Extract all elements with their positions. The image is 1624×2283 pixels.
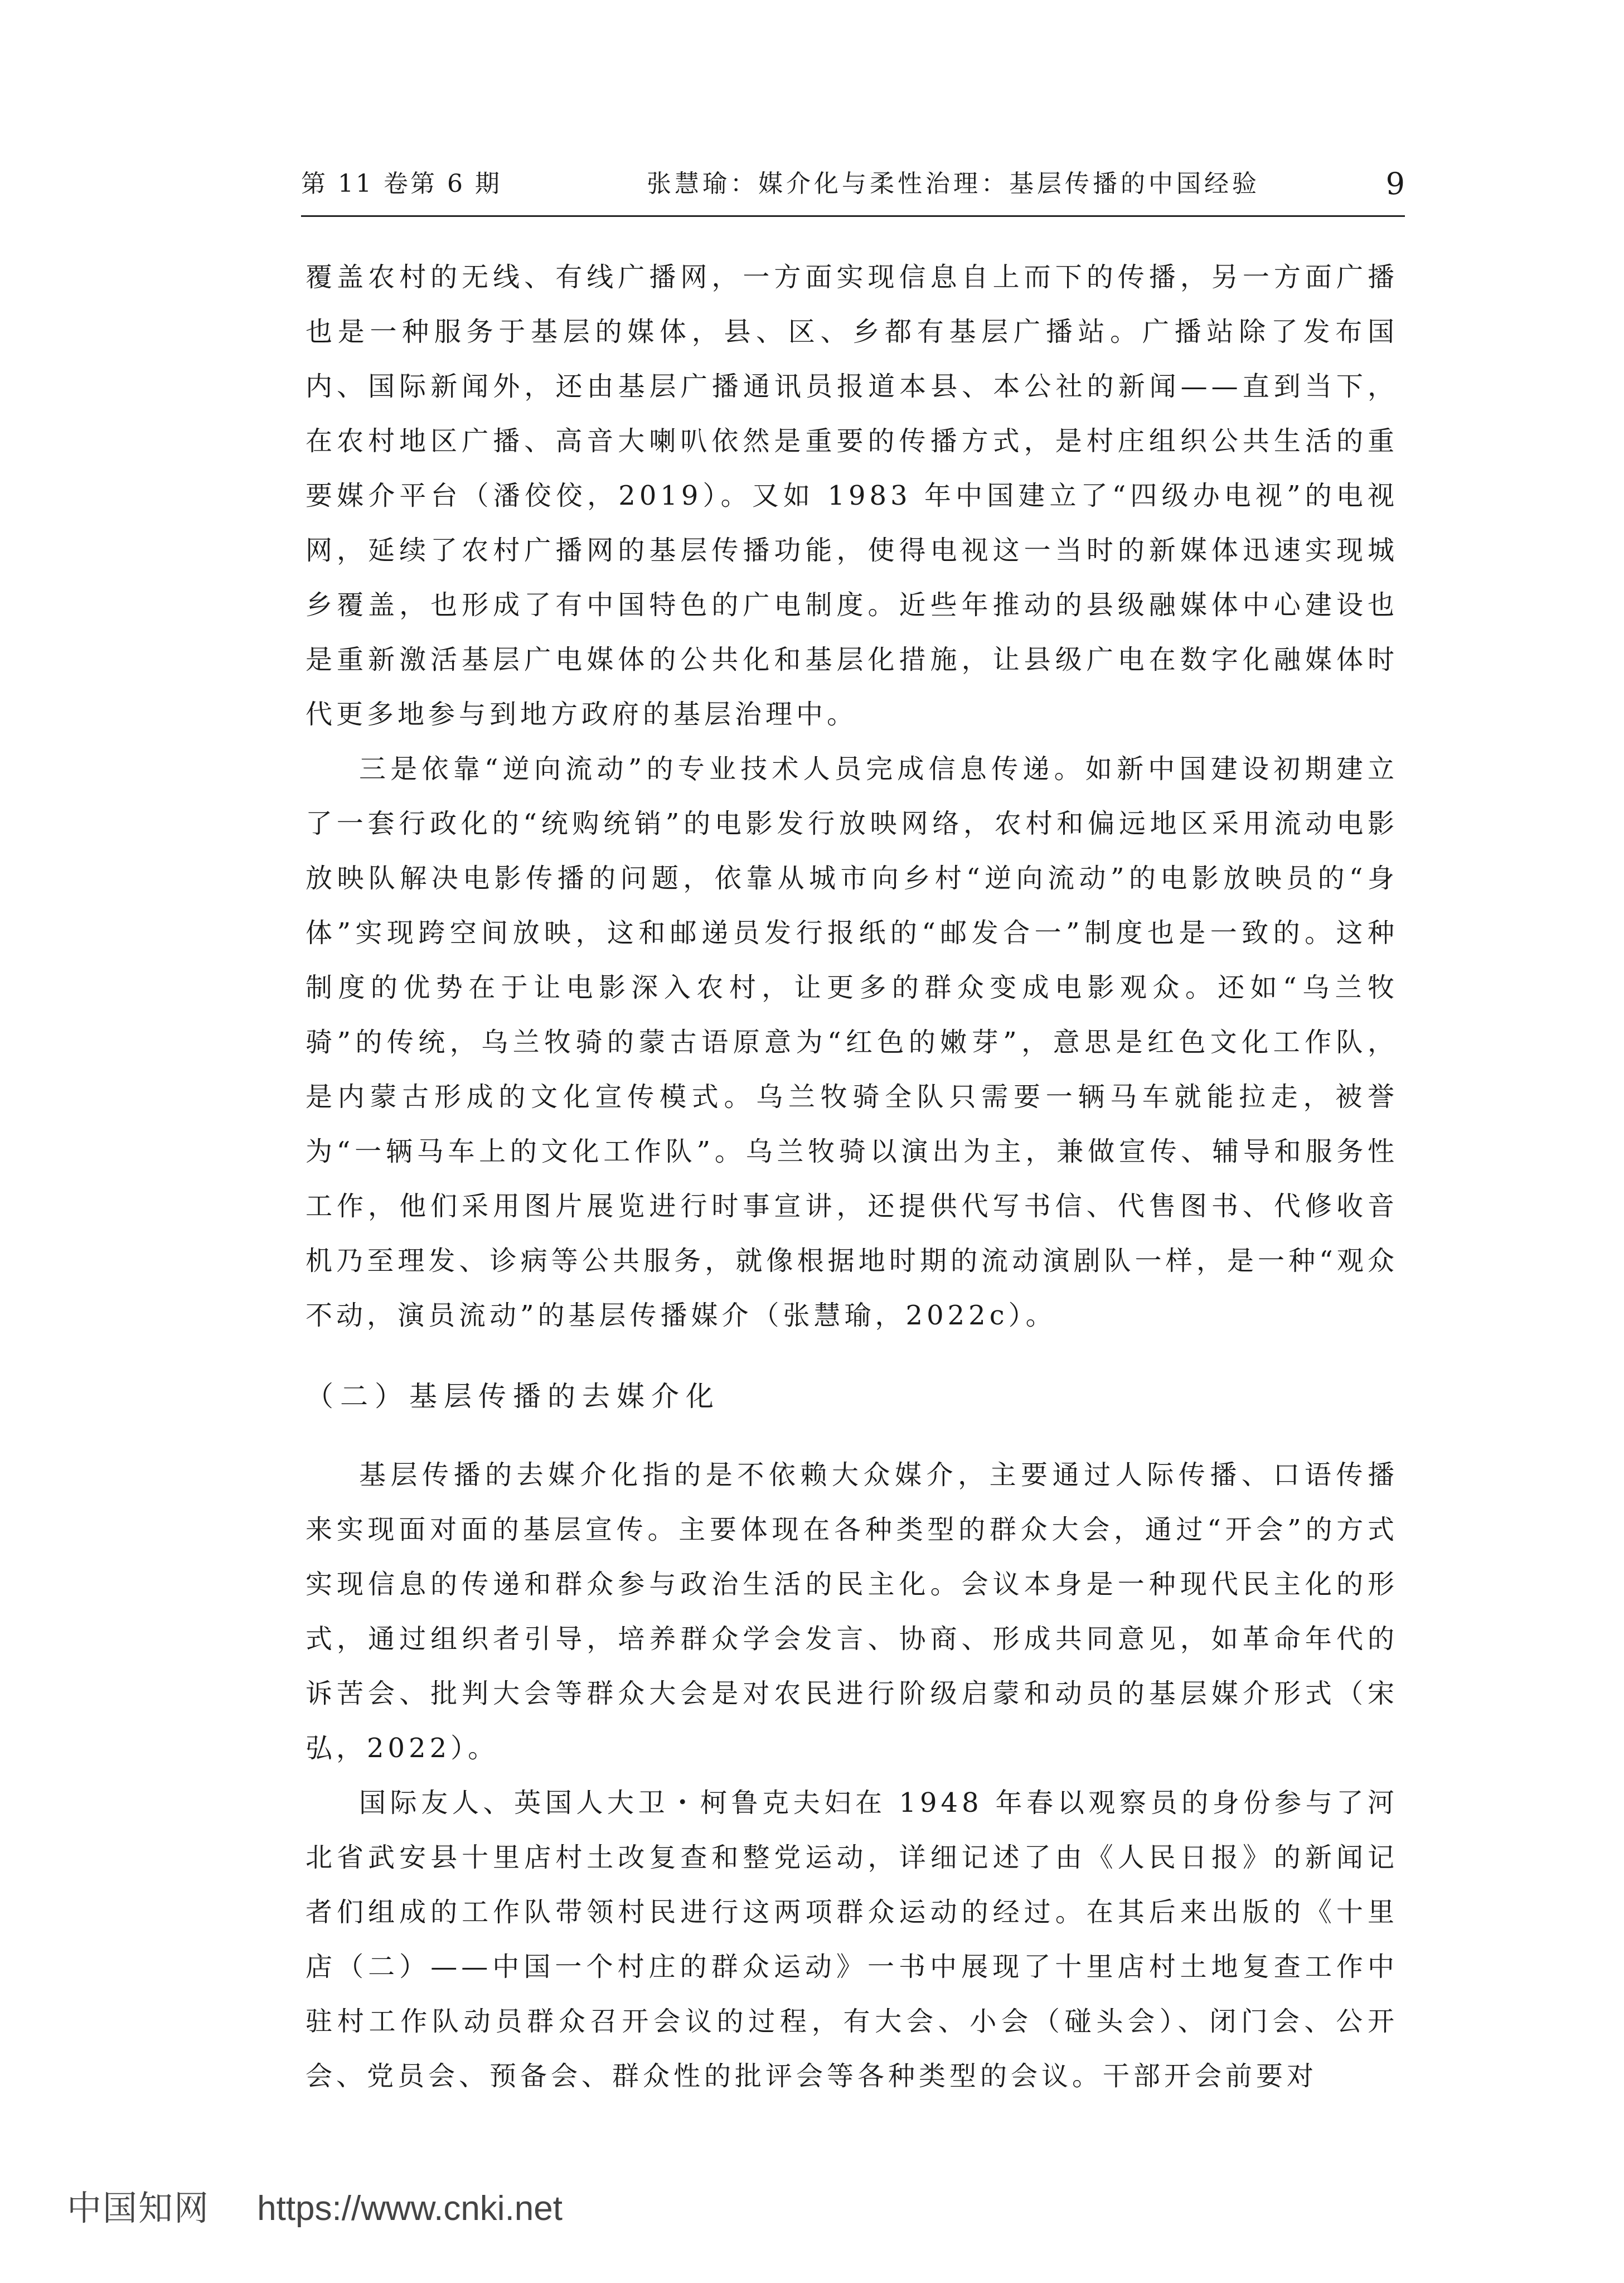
header-rule — [301, 215, 1405, 217]
running-header — [301, 167, 1405, 212]
journal-issue: 第 11 卷第 6 期 — [301, 170, 502, 198]
section-heading: （二）基层传播的去媒介化 — [306, 1380, 720, 1413]
paragraph-continued: 覆盖农村的无线、有线广播网，一方面实现信息自上而下的传播，另一方面广播也是一种服务于基层的媒体，县、区、乡都有基层广播站。广播站除了发布国内、国际新闻外，还由基层广播通讯员报道本县、本公社的新闻——直到当下，在农村地区广播、高音大喇叭依然是重要的传播方式，是村庄组织公共生活的重要媒介平台（潘佼佼，2019）。又如 1983 年中国建立了“四级办电视”的电视网，延续了农村广播网的基层传播功能，使得电视这一当时的新媒体迅速实现城乡覆盖，也形成了有中国特色的广电制度。近些年推动的县级融媒体中心建设也是重新激活基层广电媒体的公共化和基层化措施，让县级广电在数字化融媒体时代更多地参与到地方政府的基层治理中。 — [306, 262, 1398, 730]
paragraph: 国际友人、英国人大卫・柯鲁克夫妇在 1948 年春以观察员的身份参与了河北省武安县十里店村土改复查和整党运动，详细记述了由《人民日报》的新闻记者们组成的工作队带领村民进行这两项群众运动的经过。在其后来出版的《十里店（二）——中国一个村庄的群众运动》一书中展现了十里店村土地复查工作中驻村工作队动员群众召开会议的过程，有大会、小会（碰头会）、闭门会、公开会、党员会、预备会、群众性的批评会等各种类型的会议。干部开会前要对 — [306, 1787, 1398, 2092]
body-text — [306, 250, 1398, 2103]
paragraph: 基层传播的去媒介化指的是不依赖大众媒介，主要通过人际传播、口语传播来实现面对面的基层宣传。主要体现在各种类型的群众大会，通过“开会”的方式实现信息的传递和群众参与政治生活的民主化。会议本身是一种现代民主化的形式，通过组织者引导，培养群众学会发言、协商、形成共同意见，如革命年代的诉苦会、批判大会等群众大会是对农民进行阶级启蒙和动员的基层媒介形式（宋弘，2022）。 — [306, 1459, 1398, 1764]
paragraph: 三是依靠“逆向流动”的专业技术人员完成信息传递。如新中国建设初期建立了一套行政化的“统购统销”的电影发行放映网络，农村和偏远地区采用流动电影放映队解决电影传播的问题，依靠从城市向乡村“逆向流动”的电影放映员的“身体”实现跨空间放映，这和邮递员发行报纸的“邮发合一”制度也是一致的。这种制度的优势在于让电影深入农村，让更多的群众变成电影观众。还如“乌兰牧骑”的传统，乌兰牧骑的蒙古语原意为“红色的嫩芽”，意思是红色文化工作队，是内蒙古形成的文化宣传模式。乌兰牧骑全队只需要一辆马车就能拉走，被誉为“一辆马车上的文化工作队”。乌兰牧骑以演出为主，兼做宣传、辅导和服务性工作，他们采用图片展览进行时事宣讲，还提供代写书信、代售图书、代修收音机乃至理发、诊病等公共服务，就像根据地时期的流动演剧队一样，是一种“观众不动，演员流动”的基层传播媒介（张慧瑜，2022c）。 — [306, 753, 1398, 1331]
cnki-logo-text: 中国知网 — [67, 2188, 210, 2228]
article-running-title: 张慧瑜：媒介化与柔性治理：基层传播的中国经验 — [647, 170, 1260, 198]
cnki-url[interactable]: https://www.cnki.net — [257, 2189, 563, 2228]
page-number: 9 — [1385, 166, 1405, 201]
cnki-watermark — [67, 2175, 563, 2242]
